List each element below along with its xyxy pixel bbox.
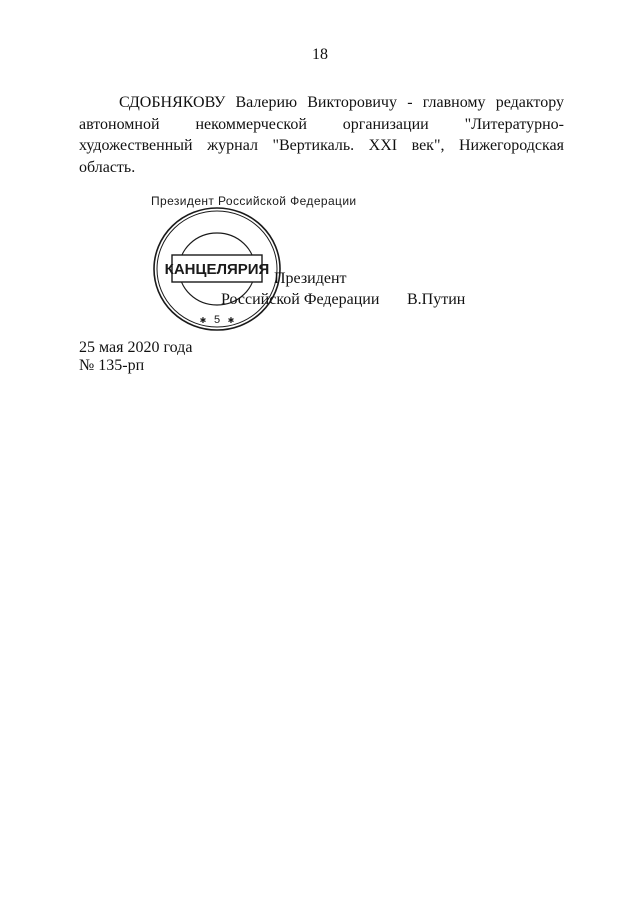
seal-center-text: КАНЦЕЛЯРИЯ [164,261,270,278]
signer-name: В.Путин [407,291,466,308]
seal-number: 5 [213,314,221,326]
chancellery-seal-stamp [151,194,357,333]
seal-ring-text: Президент Российской Федерации [151,194,357,208]
order-number: № 135-рп [79,357,145,374]
seal-star-right-icon: ✱ [227,316,235,325]
seal-star-left-icon: ✱ [199,316,207,325]
page-number: 18 [312,46,328,63]
signer-title-line1: Президент [274,270,347,287]
signer-title-line2: Российской Федерации [221,291,380,308]
seal-graphic [151,194,357,333]
order-date: 25 мая 2020 года [79,339,193,356]
order-paragraph: СДОБНЯКОВУ Валерию Викторовичу - главному редактору автономной некоммерческой организации "Литературно-художественный журнал "Вертикаль. XXI век", Нижегородская область. [79,94,564,176]
